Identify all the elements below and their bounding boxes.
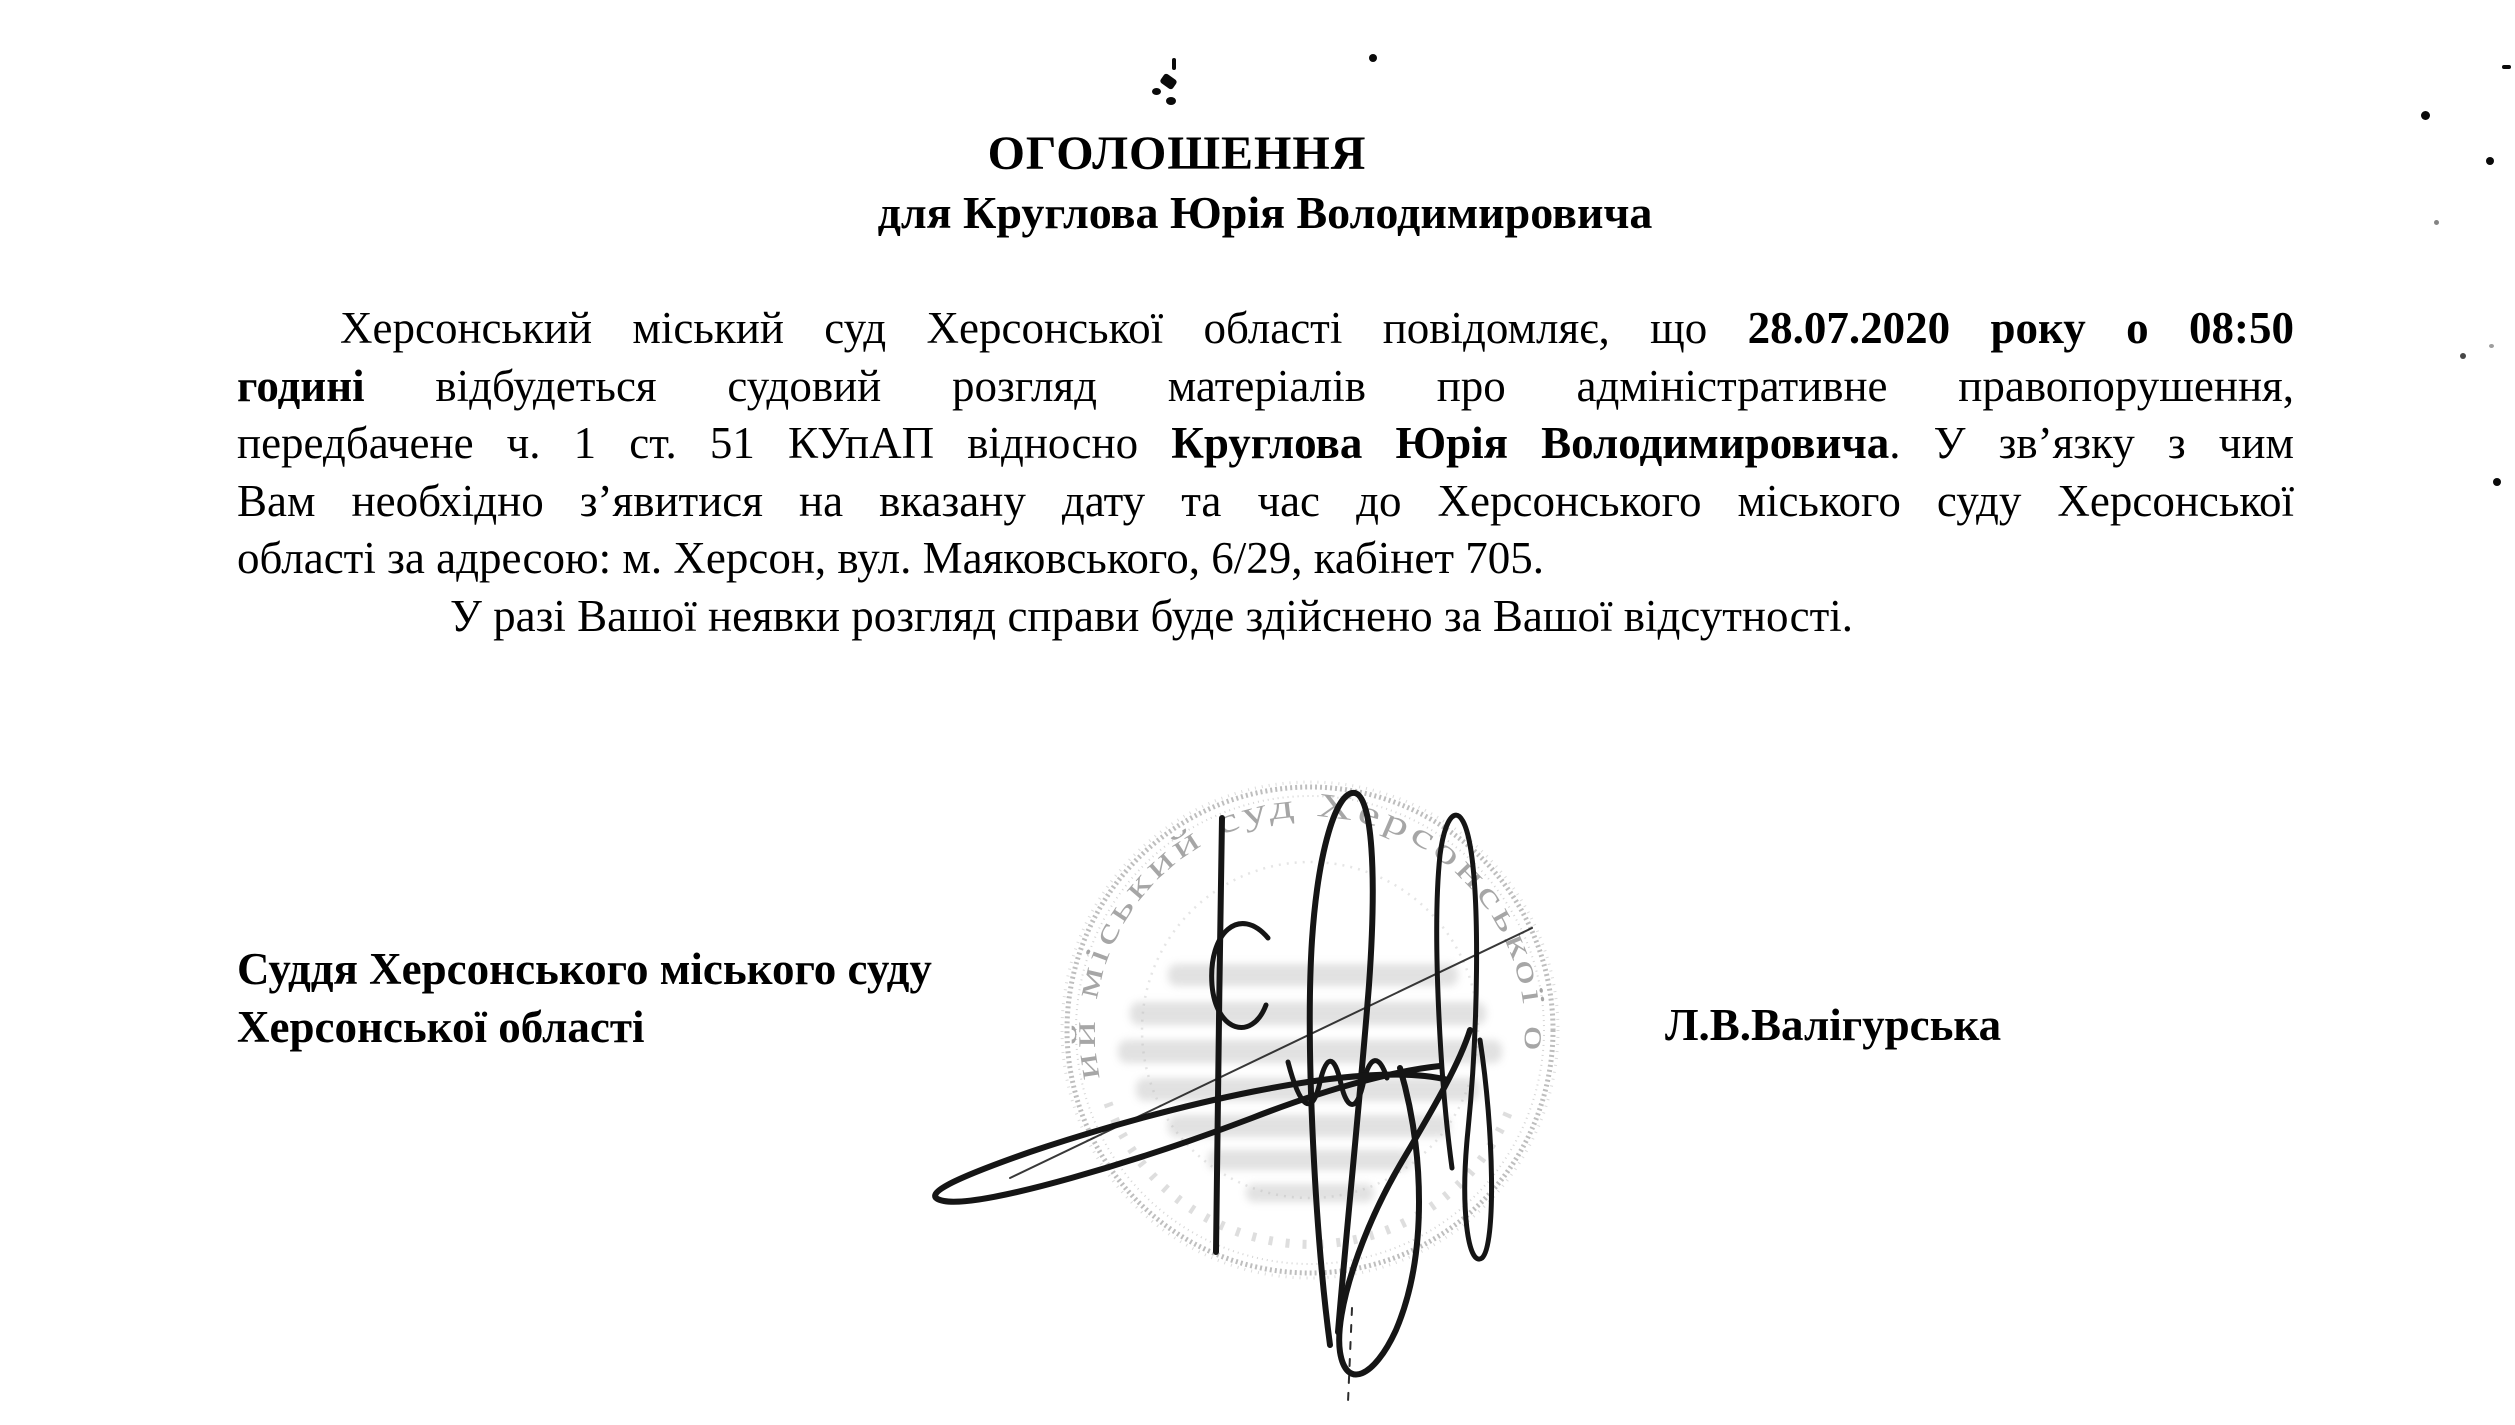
seal-arc-text: ий міський суд Херсонської о [1065, 786, 1555, 1083]
scan-artifact [2489, 344, 2494, 348]
body-line: У разі Вашої неявки розгляд справи буде здійснено за Вашої відсутності. [450, 590, 1853, 641]
document-header [237, 124, 2293, 242]
judge-signature [935, 793, 1532, 1402]
scan-artifact [1172, 58, 1176, 70]
signatory-role-line1: Суддя Херсонського міського суду [237, 944, 932, 994]
document-subtitle: для Круглова Юрія Володимировича [877, 187, 1653, 238]
body-paragraph [237, 300, 2294, 645]
body-line: області за адресою: м. Херсон, вул. Маяковського, 6/29, кабінет 705. [237, 533, 1545, 583]
scan-artifact [1152, 88, 1161, 95]
scan-artifact [2434, 220, 2439, 225]
body-line: Вам необхідно з’явитися на вказану дату та час до Херсонського міського суду Херсонської [237, 475, 2294, 526]
scan-artifact [1369, 54, 1377, 62]
signatory-role [237, 940, 932, 1056]
body-line: годині відбудеться судовий розгляд матеріалів про адміністративне правопорушення, [237, 360, 2294, 411]
body-line: передбачене ч. 1 ст. 51 КУпАП відносно Круглова Юрія Володимировича. У зв’язку з чим [237, 418, 2294, 468]
scan-artifact [1166, 97, 1176, 105]
document-title: ОГОЛОШЕННЯ [987, 127, 1367, 180]
scan-artifact [2493, 478, 2501, 486]
scan-artifact [2460, 353, 2466, 359]
signatory-name: Л.В.Валігурська [1665, 1000, 2002, 1050]
scan-artifact [2421, 111, 2430, 120]
scan-artifact [1159, 73, 1178, 91]
signatory-role-line2: Херсонської області [237, 1002, 645, 1052]
body-line: Херсонський міський суд Херсонської області повідомляє, що 28.07.2020 року о 08:50 [340, 303, 2295, 353]
scan-artifact [2486, 157, 2494, 165]
scan-artifact [2502, 65, 2511, 69]
